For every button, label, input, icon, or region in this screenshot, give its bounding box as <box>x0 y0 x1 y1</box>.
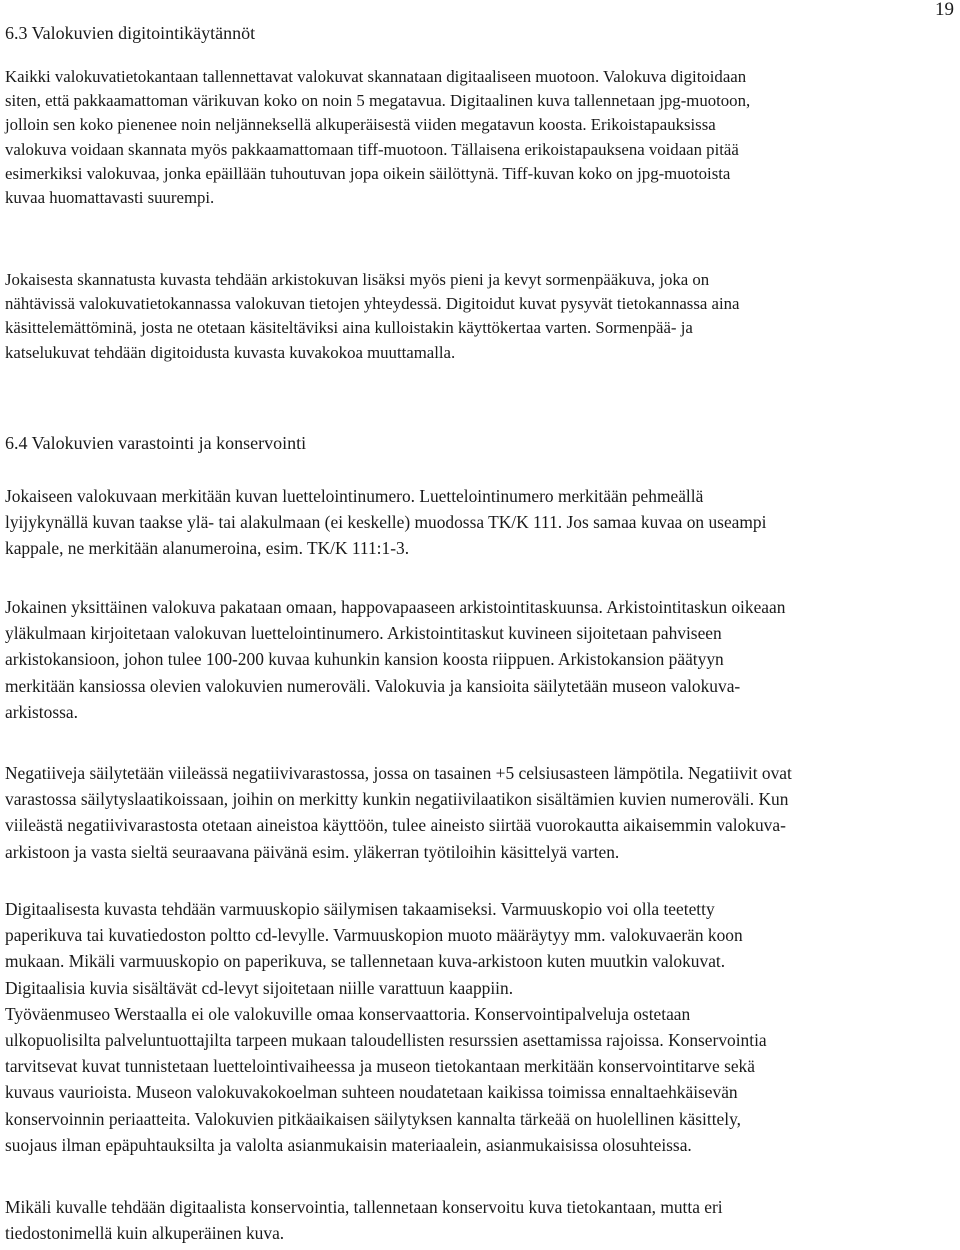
paragraph-negatives-storage: Negatiiveja säilytetään viileässä negatiivivarastossa, jossa on tasainen +5 celsiusasteen lämpötila. Negatiivit ovat varastossa säilytyslaatikoissaan, joihin on merkitty kunkin negatiivilaatikon sisältämien kuvien numeroväli. Kun viileästä negatiivivarastosta otetaan aineistoa käyttöön, tulee aineisto siirtää vuorokautta aikaisemmin valokuva- arkistoon ja vasta sieltä seuraavana päivänä esim. yläkerran työtiloihin käsittelyä varten. <box>5 763 792 862</box>
paragraph-catalog-number: Jokaiseen valokuvaan merkitään kuvan luettelointinumero. Luettelointinumero merkitään pehmeällä lyijykynällä kuvan taakse ylä- tai alakulmaan (ei keskelle) muodossa TK/K 111. Jos samaa kuvaa on useampi kappale, ne merkitään alanumeroina, esim. TK/K 111:1-3. <box>5 486 767 559</box>
paragraph-backup-conservation: Digitaalisesta kuvasta tehdään varmuuskopio säilymisen takaamiseksi. Varmuuskopio voi olla teetetty paperikuva tai kuvatiedoston poltto cd-levylle. Varmuuskopion muoto määräytyy mm. valokuvaerän koon mukaan. Mikäli varmuuskopio on paperikuva, se tallennetaan kuva-arkistoon kuten muutkin valokuvat. Digitaalisia kuvia sisältävät cd-levyt sijoitetaan niille varattuun kaappiin. Työväenmuseo Werstaalla ei ole valokuville omaa konservaattoria. Konservointipalveluja ostetaan ulkopuolisilta palveluntuottajilta tarpeen mukaan taloudellisten resurssien asettamissa rajoissa. Konservointia tarvitsevat kuvat tunnistetaan luettelointivaiheessa ja museon tietokantaan merkitään konservointitarve sekä kuvaus vaurioista. Museon valokuvakokoelman suhteen noudatetaan kaikissa toimissa ennaltaehkäisevän konservoinnin periaatteita. Valokuvien pitkäaikaisen säilytyksen kannalta tärkeää on huolellinen käsittely, suojaus ilman epäpuhtauksilta ja valolta asianmukaisin materiaalein, asianmukaisissa olosuhteissa. <box>5 899 767 1155</box>
page-number: 19 <box>935 0 954 20</box>
paragraph-archive-pockets: Jokainen yksittäinen valokuva pakataan omaan, happovapaaseen arkistointitaskuunsa. Arkistointitaskun oikeaan yläkulmaan kirjoitetaan valokuvan luettelointinumero. Arkistointitaskut kuvineen sijoitetaan pahviseen arkistokansioon, johon tulee 100-200 kuvaa kuhunkin kansion koosta riippuen. Arkistokansion päätyyn merkitään kansiossa olevien valokuvien numeroväli. Valokuvia ja kansioita säilytetään museon valokuva- arkistossa. <box>5 597 786 722</box>
section-heading-6-3: 6.3 Valokuvien digitointikäytännöt <box>5 23 256 43</box>
paragraph-digitization-format: Kaikki valokuvatietokantaan tallennettavat valokuvat skannataan digitaaliseen muotoon. Valokuva digitoidaan siten, että pakkaamattoman värikuvan koko on noin 5 megatavua. Digitaalinen kuva tallennetaan jpg-muotoon, jolloin sen koko pienenee noin neljänneksellä alkuperäisestä viiden megatavun koosta. Erikoistapauksissa valokuva voidaan skannata myös pakkaamattomaan tiff-muotoon. Tällaisena erikoistapauksena voidaan pitää esimerkiksi valokuvaa, jonka epäillään tuhoutuvan jopa oikein säilöttynä. Tiff-kuvan koko on jpg-muotoista kuvaa huomattavasti suurempi. <box>5 67 751 208</box>
paragraph-digital-conservation: Mikäli kuvalle tehdään digitaalista konservointia, tallennetaan konservoitu kuva tietokantaan, mutta eri tiedostonimellä kuin alkuperäinen kuva. <box>5 1197 723 1244</box>
paragraph-thumbnails: Jokaisesta skannatusta kuvasta tehdään arkistokuvan lisäksi myös pieni ja kevyt sormenpääkuva, joka on nähtävissä valokuvatietokannassa valokuvan tietojen yhteydessä. Digitoidut kuvat pysyvät tietokannassa aina käsittelemättöminä, josta ne otetaan käsiteltäviksi aina kulloistakin käyttökertaa varten. Sormenpää- ja katselukuvat tehdään digitoidusta kuvasta kuvakokoa muuttamalla. <box>5 270 740 362</box>
section-heading-6-4: 6.4 Valokuvien varastointi ja konservointi <box>5 433 307 453</box>
